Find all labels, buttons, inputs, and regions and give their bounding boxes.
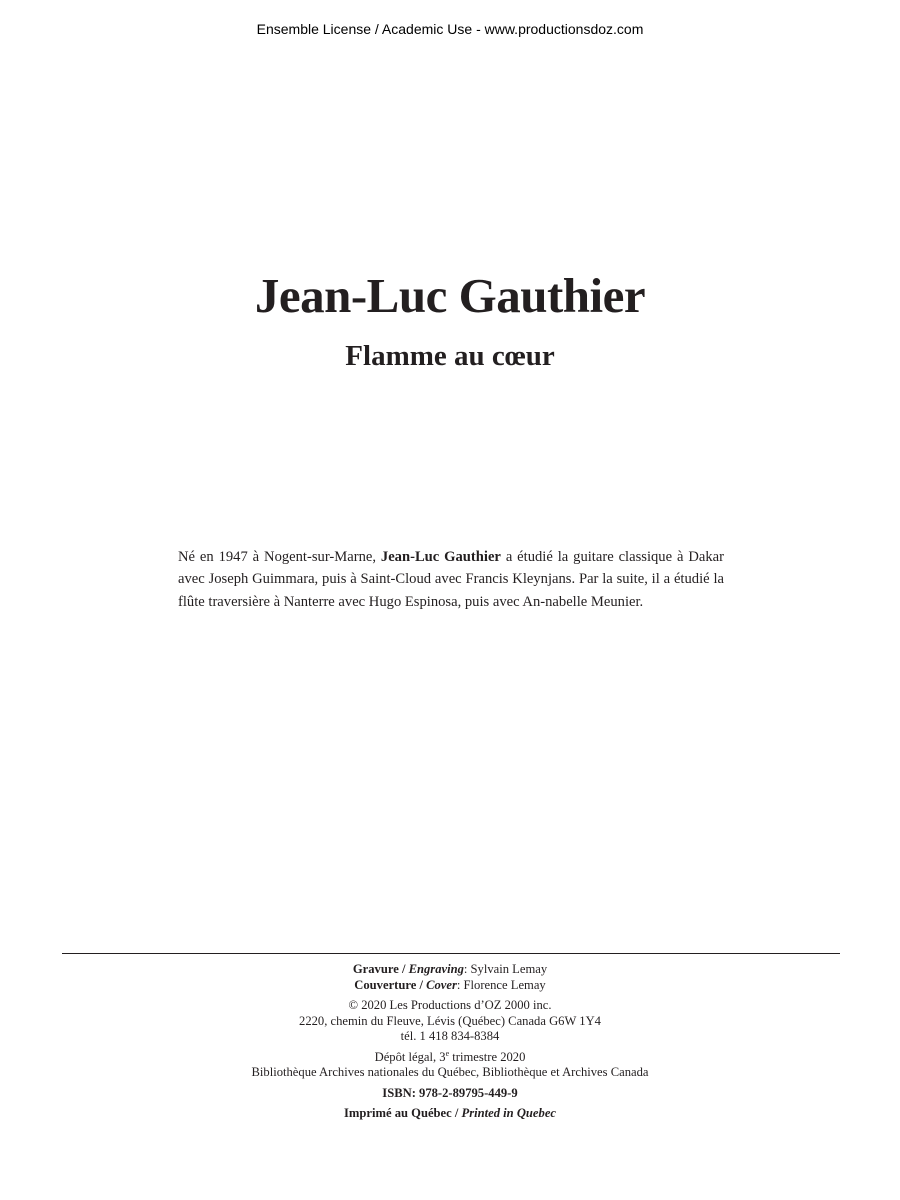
cover-credit: [0, 978, 900, 994]
engraving-credit: [0, 962, 900, 978]
printed-fr: Imprimé au Québec /: [344, 1106, 462, 1120]
cover-label-en: Cover: [426, 977, 457, 992]
cover-name: : Florence Lemay: [456, 977, 546, 992]
publisher-address: 2220, chemin du Fleuve, Lévis (Québec) Canada G6W 1Y4: [299, 1013, 601, 1028]
license-header: Ensemble License / Academic Use - www.productionsdoz.com: [256, 21, 644, 37]
copyright-line: © 2020 Les Productions d’OZ 2000 inc.: [348, 998, 552, 1012]
printed-en: Printed in Quebec: [461, 1106, 556, 1120]
isbn: [0, 1086, 900, 1102]
depot-superscript: e: [445, 1048, 450, 1058]
bio-composer-name: Jean-Luc Gauthier: [380, 549, 501, 565]
isbn-number: ISBN: 978-2-89795-449-9: [382, 1085, 518, 1100]
engraving-label-en: Engraving: [408, 962, 464, 976]
work-title: Flamme au cœur: [345, 340, 555, 372]
depot-quarter: trimestre 2020: [449, 1049, 526, 1064]
printed-in: [0, 1106, 900, 1122]
bio-text-rest: a étudié la guitare classique à Dakar avec Joseph Guimmara, puis à Saint-Cloud avec Francis Kleynjans. Par la suite, il a étudié la flûte traversière à Nanterre avec Hugo Espinosa, puis avec An-nabelle Meunier.: [178, 549, 724, 610]
composer-name: Jean-Luc Gauthier: [254, 268, 646, 323]
credits-block: [0, 962, 900, 1122]
depot-text: Dépôt légal, 3: [374, 1049, 446, 1064]
publisher-phone: tél. 1 418 834-8384: [400, 1029, 500, 1043]
legal-deposit: [0, 1050, 900, 1066]
divider-line: [62, 953, 840, 954]
engraving-label-fr: Gravure /: [352, 962, 409, 976]
bio-text-start: Né en 1947 à Nogent-sur-Marne,: [178, 549, 381, 565]
biography-paragraph: [178, 546, 724, 613]
engraving-name: : Sylvain Lemay: [463, 962, 548, 976]
library-line: Bibliothèque Archives nationales du Québec, Bibliothèque et Archives Canada: [251, 1065, 649, 1079]
cover-label-fr: Couverture /: [354, 977, 427, 992]
